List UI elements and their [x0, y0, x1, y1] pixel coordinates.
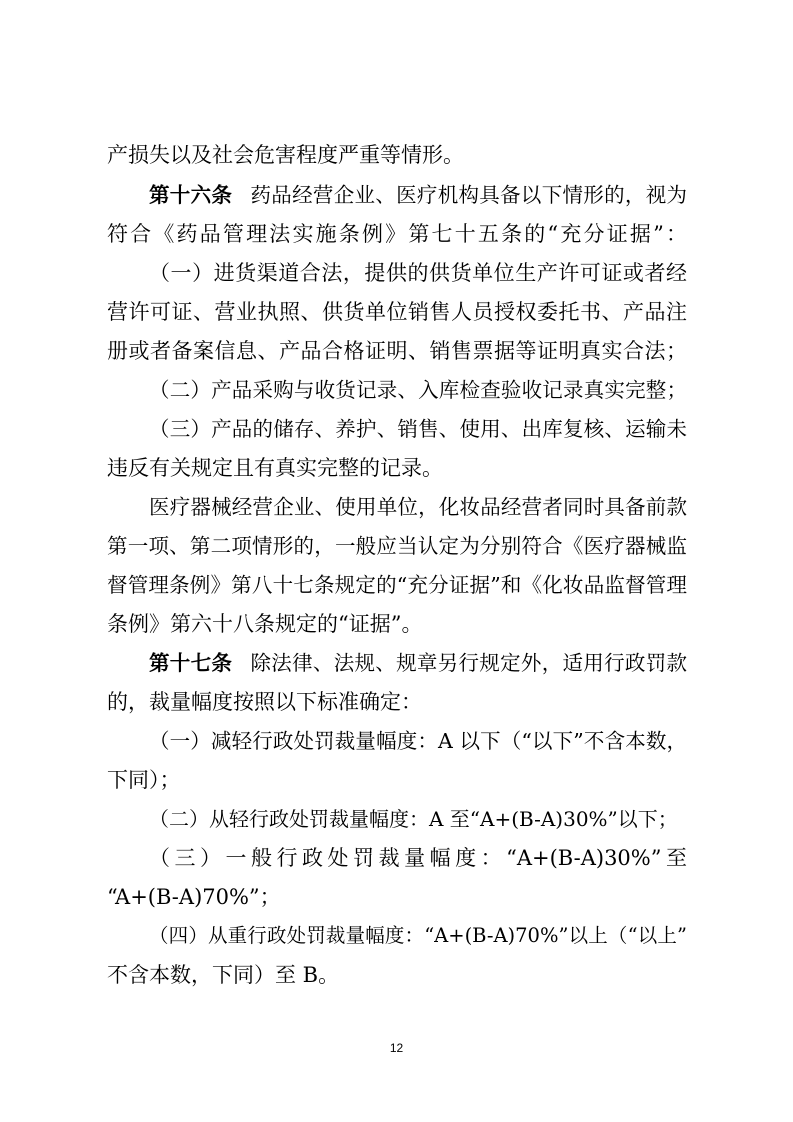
article-16-first-line	[149, 180, 687, 210]
article-heading: 第十六条	[149, 183, 233, 207]
text-line: 营许可证、营业执照、供货单位销售人员授权委托书、产品注	[107, 300, 687, 324]
text-line: 下同）；	[107, 768, 181, 792]
text-line: 违反有关规定且有真实完整的记录。	[107, 456, 443, 480]
text-line: 产损失以及社会危害程度严重等情形。	[107, 143, 464, 167]
text-line: （三）一般行政处罚裁量幅度：“A+(B-A)30%”至	[149, 846, 687, 870]
text-line: 册或者备案信息、产品合格证明、销售票据等证明真实合法；	[107, 339, 687, 363]
text-line: （二）从轻行政处罚裁量幅度：A 至“A+(B-A)30%”以下；	[149, 807, 678, 831]
text-line: 不含本数，下同）至 B。	[107, 963, 340, 987]
text-line: 督管理条例》第八十七条规定的“充分证据”和《化妆品监督管理	[107, 573, 687, 597]
text-line: （二）产品采购与收货记录、入库检查验收记录真实完整；	[149, 378, 687, 402]
article-17-first-line	[149, 648, 687, 678]
text-line: 第一项、第二项情形的，一般应当认定为分别符合《医疗器械监	[107, 534, 687, 558]
text-line: 医疗器械经营企业、使用单位，化妆品经营者同时具备前款	[149, 495, 687, 519]
text-line: 符合《药品管理法实施条例》第七十五条的“充分证据”：	[107, 222, 687, 246]
text-line: （一）减轻行政处罚裁量幅度：A 以下（“以下”不含本数，	[149, 729, 687, 753]
text-line: 条例》第六十八条规定的“证据”。	[107, 612, 423, 636]
text-line: （一）进货渠道合法，提供的供货单位生产许可证或者经	[149, 261, 687, 285]
text-line: 除法律、法规、规章另行规定外，适用行政罚款	[250, 651, 688, 675]
text-line: （三）产品的储存、养护、销售、使用、出库复核、运输未	[149, 417, 687, 441]
text-line: （四）从重行政处罚裁量幅度：“A+(B-A)70%”以上（“以上”	[149, 924, 687, 947]
text-line: 药品经营企业、医疗机构具备以下情形的，视为	[250, 183, 688, 207]
page-number: 12	[389, 1041, 404, 1055]
text-line: “A+(B-A)70%”；	[107, 885, 281, 909]
text-line: 的，裁量幅度按照以下标准确定：	[107, 690, 422, 714]
article-heading: 第十七条	[149, 651, 233, 675]
